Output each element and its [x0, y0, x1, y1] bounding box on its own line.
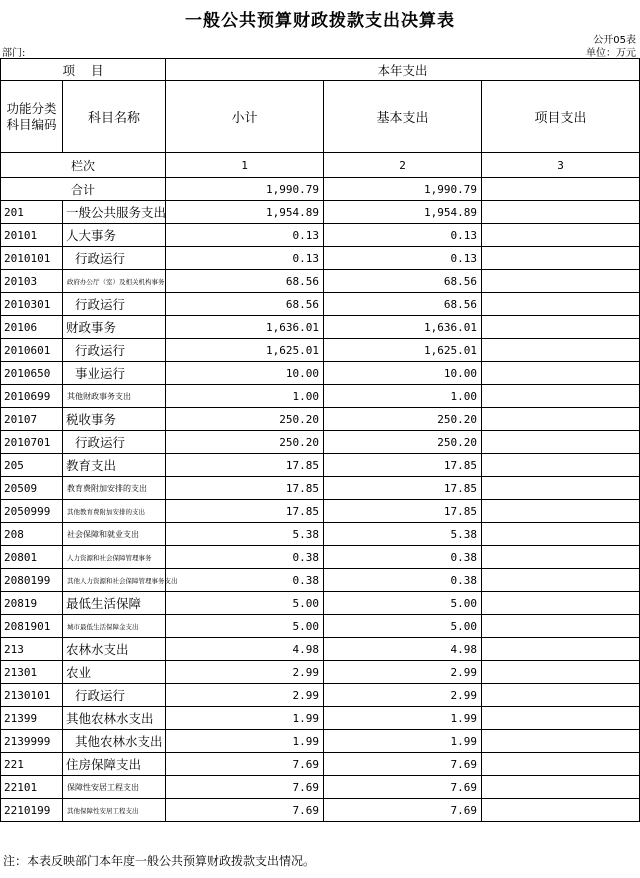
subtotal-value: 0.13 — [166, 247, 324, 270]
subject-name: 其他人力资源和社会保障管理事务支出 — [63, 569, 166, 592]
lanci-label: 栏次 — [1, 153, 166, 178]
table-row — [1, 385, 640, 408]
col-index-1: 1 — [166, 153, 324, 178]
project-value — [482, 408, 640, 431]
project-value — [482, 638, 640, 661]
basic-value: 5.00 — [324, 615, 482, 638]
basic-value: 1,625.01 — [324, 339, 482, 362]
subject-code: 221 — [1, 753, 63, 776]
col-index-3: 3 — [482, 153, 640, 178]
total-row — [1, 178, 640, 201]
project-value — [482, 661, 640, 684]
basic-value: 5.38 — [324, 523, 482, 546]
subtotal-header: 小计 — [166, 81, 324, 153]
table-row — [1, 799, 640, 822]
basic-value: 17.85 — [324, 477, 482, 500]
basic-value: 1.99 — [324, 707, 482, 730]
header-row-1 — [1, 59, 640, 81]
table-row — [1, 247, 640, 270]
subject-name: 其他农林水支出 — [63, 707, 166, 730]
basic-value: 1.00 — [324, 385, 482, 408]
project-value — [482, 201, 640, 224]
basic-value: 0.38 — [324, 569, 482, 592]
subtotal-value: 10.00 — [166, 362, 324, 385]
footnote: 注：本表反映部门本年度一般公共预算财政拨款支出情况。 — [3, 854, 316, 868]
subject-name: 保障性安居工程支出 — [63, 776, 166, 799]
subject-code: 2130101 — [1, 684, 63, 707]
total-project — [482, 178, 640, 201]
subject-name: 最低生活保障 — [63, 592, 166, 615]
total-basic: 1,990.79 — [324, 178, 482, 201]
subject-name: 教育支出 — [63, 454, 166, 477]
table-row — [1, 224, 640, 247]
table-row — [1, 753, 640, 776]
header-row-2 — [1, 81, 640, 153]
table-row — [1, 684, 640, 707]
subject-name-header: 科目名称 — [63, 81, 166, 153]
table-row — [1, 339, 640, 362]
subtotal-value: 0.38 — [166, 546, 324, 569]
basic-value: 2.99 — [324, 661, 482, 684]
project-value — [482, 799, 640, 822]
subtotal-value: 5.00 — [166, 615, 324, 638]
expenditure-table — [0, 58, 640, 822]
subject-name: 社会保障和就业支出 — [63, 523, 166, 546]
subtotal-value: 2.99 — [166, 684, 324, 707]
basic-value: 4.98 — [324, 638, 482, 661]
subject-code: 20801 — [1, 546, 63, 569]
table-row — [1, 615, 640, 638]
subject-name: 城市最低生活保障金支出 — [63, 615, 166, 638]
subject-name: 税收事务 — [63, 408, 166, 431]
subtotal-value: 68.56 — [166, 293, 324, 316]
project-value — [482, 362, 640, 385]
basic-value: 250.20 — [324, 408, 482, 431]
subtotal-value: 5.00 — [166, 592, 324, 615]
basic-value: 0.13 — [324, 247, 482, 270]
subtotal-value: 1.00 — [166, 385, 324, 408]
subject-code: 2050999 — [1, 500, 63, 523]
basic-value: 7.69 — [324, 753, 482, 776]
table-row — [1, 546, 640, 569]
project-value — [482, 500, 640, 523]
subtotal-value: 4.98 — [166, 638, 324, 661]
col-index-2: 2 — [324, 153, 482, 178]
subtotal-value: 7.69 — [166, 753, 324, 776]
project-value — [482, 224, 640, 247]
table-row — [1, 316, 640, 339]
basic-value: 0.38 — [324, 546, 482, 569]
basic-value: 17.85 — [324, 454, 482, 477]
basic-value: 68.56 — [324, 270, 482, 293]
subject-code: 21399 — [1, 707, 63, 730]
subject-name: 政府办公厅（室）及相关机构事务 — [63, 270, 166, 293]
project-value — [482, 569, 640, 592]
table-row — [1, 293, 640, 316]
table-row — [1, 592, 640, 615]
subject-code: 205 — [1, 454, 63, 477]
basic-value: 10.00 — [324, 362, 482, 385]
project-value — [482, 316, 640, 339]
item-header: 项 目 — [1, 59, 166, 81]
subject-code: 2010601 — [1, 339, 63, 362]
basic-header: 基本支出 — [324, 81, 482, 153]
subject-code: 2010301 — [1, 293, 63, 316]
subject-code: 2010699 — [1, 385, 63, 408]
basic-value: 2.99 — [324, 684, 482, 707]
subject-code: 208 — [1, 523, 63, 546]
subtotal-value: 1,954.89 — [166, 201, 324, 224]
subject-name: 行政运行 — [63, 684, 166, 707]
table-row — [1, 500, 640, 523]
subtotal-value: 17.85 — [166, 500, 324, 523]
subject-name: 人力资源和社会保障管理事务 — [63, 546, 166, 569]
subject-name: 财政事务 — [63, 316, 166, 339]
subtotal-value: 68.56 — [166, 270, 324, 293]
subject-code: 21301 — [1, 661, 63, 684]
subject-code: 2210199 — [1, 799, 63, 822]
func-code-header: 功能分类 科目编码 — [1, 81, 63, 153]
basic-value: 1,954.89 — [324, 201, 482, 224]
subtotal-value: 17.85 — [166, 454, 324, 477]
project-value — [482, 615, 640, 638]
basic-value: 17.85 — [324, 500, 482, 523]
subtotal-value: 0.38 — [166, 569, 324, 592]
table-row — [1, 730, 640, 753]
report-title: 一般公共预算财政拨款支出决算表 — [185, 11, 455, 31]
basic-value: 7.69 — [324, 776, 482, 799]
subject-name: 其他保障性安居工程支出 — [63, 799, 166, 822]
project-value — [482, 523, 640, 546]
table-row — [1, 638, 640, 661]
project-value — [482, 684, 640, 707]
table-row — [1, 707, 640, 730]
subject-code: 2139999 — [1, 730, 63, 753]
subject-code: 20819 — [1, 592, 63, 615]
table-row — [1, 431, 640, 454]
project-value — [482, 339, 640, 362]
subject-code: 213 — [1, 638, 63, 661]
subject-code: 2010101 — [1, 247, 63, 270]
project-value — [482, 247, 640, 270]
department-label: 部门: — [2, 48, 26, 59]
subject-code: 2010701 — [1, 431, 63, 454]
subtotal-value: 1,625.01 — [166, 339, 324, 362]
subject-name: 其他农林水支出 — [63, 730, 166, 753]
subtotal-value: 1,636.01 — [166, 316, 324, 339]
project-header: 项目支出 — [482, 81, 640, 153]
subject-code: 20509 — [1, 477, 63, 500]
table-row — [1, 270, 640, 293]
subject-code: 2081901 — [1, 615, 63, 638]
basic-value: 0.13 — [324, 224, 482, 247]
subject-name: 教育费附加安排的支出 — [63, 477, 166, 500]
subtotal-value: 5.38 — [166, 523, 324, 546]
basic-value: 7.69 — [324, 799, 482, 822]
unit-label: 单位：万元 — [586, 48, 636, 59]
subtotal-value: 0.13 — [166, 224, 324, 247]
project-value — [482, 730, 640, 753]
subject-name: 行政运行 — [63, 247, 166, 270]
column-index-row — [1, 153, 640, 178]
subject-code: 20106 — [1, 316, 63, 339]
basic-value: 1,636.01 — [324, 316, 482, 339]
subject-code: 2080199 — [1, 569, 63, 592]
subject-code: 20107 — [1, 408, 63, 431]
project-value — [482, 385, 640, 408]
project-value — [482, 707, 640, 730]
subject-name: 一般公共服务支出 — [63, 201, 166, 224]
table-row — [1, 201, 640, 224]
subject-code: 2010650 — [1, 362, 63, 385]
subject-name: 农业 — [63, 661, 166, 684]
subject-name: 农林水支出 — [63, 638, 166, 661]
subject-code: 201 — [1, 201, 63, 224]
subject-code: 22101 — [1, 776, 63, 799]
subtotal-value: 2.99 — [166, 661, 324, 684]
project-value — [482, 293, 640, 316]
subject-code: 20103 — [1, 270, 63, 293]
subject-name: 事业运行 — [63, 362, 166, 385]
project-value — [482, 592, 640, 615]
subject-name: 其他教育费附加安排的支出 — [63, 500, 166, 523]
subtotal-value: 17.85 — [166, 477, 324, 500]
project-value — [482, 776, 640, 799]
table-row — [1, 523, 640, 546]
table-row — [1, 569, 640, 592]
basic-value: 5.00 — [324, 592, 482, 615]
project-value — [482, 753, 640, 776]
table-row — [1, 776, 640, 799]
subtotal-value: 1.99 — [166, 707, 324, 730]
table-row — [1, 454, 640, 477]
table-row — [1, 477, 640, 500]
subtotal-value: 7.69 — [166, 776, 324, 799]
project-value — [482, 431, 640, 454]
subject-name: 人大事务 — [63, 224, 166, 247]
subject-code: 20101 — [1, 224, 63, 247]
form-code: 公开05表 — [593, 35, 636, 46]
subject-name: 行政运行 — [63, 431, 166, 454]
project-value — [482, 477, 640, 500]
table-row — [1, 408, 640, 431]
subtotal-value: 7.69 — [166, 799, 324, 822]
subtotal-value: 250.20 — [166, 431, 324, 454]
subject-name: 行政运行 — [63, 339, 166, 362]
current-year-header: 本年支出 — [166, 59, 640, 81]
table-row — [1, 362, 640, 385]
project-value — [482, 546, 640, 569]
basic-value: 250.20 — [324, 431, 482, 454]
subtotal-value: 1.99 — [166, 730, 324, 753]
subtotal-value: 250.20 — [166, 408, 324, 431]
table-row — [1, 661, 640, 684]
total-subtotal: 1,990.79 — [166, 178, 324, 201]
basic-value: 1.99 — [324, 730, 482, 753]
project-value — [482, 270, 640, 293]
basic-value: 68.56 — [324, 293, 482, 316]
total-label: 合计 — [1, 178, 166, 201]
subject-name: 其他财政事务支出 — [63, 385, 166, 408]
project-value — [482, 454, 640, 477]
subject-name: 行政运行 — [63, 293, 166, 316]
subject-name: 住房保障支出 — [63, 753, 166, 776]
